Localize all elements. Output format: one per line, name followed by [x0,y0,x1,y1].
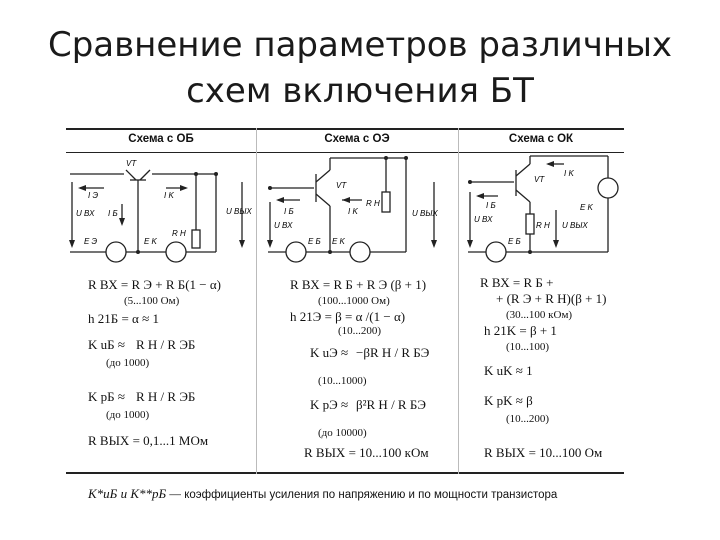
ob-input-resistance: R ВХ = R Э + R Б(1 − α) [88,277,222,292]
ob-current-gain: h 21Б = α ≈ 1 [88,311,159,326]
oe-power-gain-ratio: β²R Н / R БЭ [356,397,426,412]
ok-current-gain: h 21K = β + 1 [484,323,557,338]
header-oe: Схема с ОЭ [324,133,390,145]
ok-current-gain-range: (10...100) [506,341,550,353]
label-ek: E K [332,237,345,246]
oe-voltage-gain-symbol: K uЭ ≈ [310,345,349,360]
header-ok: Схема с ОК [508,133,574,145]
ob-voltage-gain-ratio: R Н / R ЭБ [136,337,196,352]
slide-title-line1: Сравнение параметров различных [47,25,673,65]
ob-power-gain-range: (до 1000) [106,409,150,421]
slide-title-line2: схем включения БТ [186,71,534,111]
oe-current-gain: h 21Э = β = α /(1 − α) [290,309,406,324]
table-top-rule [66,128,624,130]
ok-output-resistance: R ВЫХ = 10...100 Ом [484,445,603,460]
label-eb: E Б [308,237,321,246]
label-ek: E K [144,237,157,246]
ok-power-gain-range: (10...200) [506,413,550,425]
slide-title [0,22,720,114]
label-ik: I K [164,191,174,200]
label-uvyx: U ВЫХ [412,209,438,218]
footnote-symbols: K*uБ и K**pБ — [88,486,181,501]
circuit-diagram-ok [458,152,624,264]
circuit-diagram-ob [66,152,256,264]
label-eb: E Б [508,237,521,246]
ob-output-resistance: R ВЫХ = 0,1...1 МОм [88,433,209,448]
oe-input-resistance: R ВХ = R Б + R Э (β + 1) [290,277,427,292]
ob-voltage-gain-range: (до 1000) [106,357,150,369]
label-uvyx: U ВЫХ [226,207,252,216]
oe-voltage-gain-range: (10...1000) [318,375,367,387]
label-ib: I Б [108,209,118,218]
ob-power-gain-ratio: R Н / R ЭБ [136,389,196,404]
ok-input-resistance: R ВХ = R Б + [480,275,554,290]
label-rn: R Н [536,221,550,230]
ok-input-resistance-range: (30...100 кОм) [506,309,573,321]
ob-input-resistance-range: (5...100 Ом) [124,295,180,307]
label-ie: I Э [88,191,98,200]
footnote-text: коэффициенты усиления по напряжению и по мощности транзистора [184,489,558,501]
table-footnote [88,486,557,502]
label-uvx: U ВХ [274,221,293,230]
label-ib: I Б [486,201,496,210]
label-ek: E K [580,203,593,212]
label-ib: I Б [284,207,294,216]
oe-voltage-gain-ratio: −βR Н / R БЭ [356,345,430,360]
label-uvx: U ВХ [76,209,95,218]
oe-output-resistance: R ВЫХ = 10...100 кОм [304,445,429,460]
header-ob: Схема с ОБ [128,133,194,145]
label-uvx: U ВХ [474,215,493,224]
table-bottom-rule [66,472,624,474]
label-rn: R Н [366,199,380,208]
label-ik: I K [348,207,358,216]
oe-input-resistance-range: (100...1000 Ом) [318,295,390,307]
label-uvyx: U ВЫХ [562,221,588,230]
oe-power-gain-symbol: K pЭ ≈ [310,397,349,412]
label-rn: R Н [172,229,186,238]
ok-input-resistance-cont: + (R Э + R Н)(β + 1) [496,291,607,306]
oe-current-gain-range: (10...200) [338,325,382,337]
ob-power-gain-symbol: K pБ ≈ [88,389,125,404]
label-ee: E Э [84,237,98,246]
label-vt: VT [126,159,137,168]
ob-voltage-gain-symbol: K uБ ≈ [88,337,125,352]
circuit-diagram-oe [256,152,458,264]
label-vt: VT [534,175,545,184]
comparison-table [66,128,624,474]
ok-power-gain: K pK ≈ β [484,393,533,408]
label-ik: I K [564,169,574,178]
ok-voltage-gain: K uK ≈ 1 [484,363,533,378]
oe-power-gain-range: (до 10000) [318,427,367,439]
label-vt: VT [336,181,347,190]
